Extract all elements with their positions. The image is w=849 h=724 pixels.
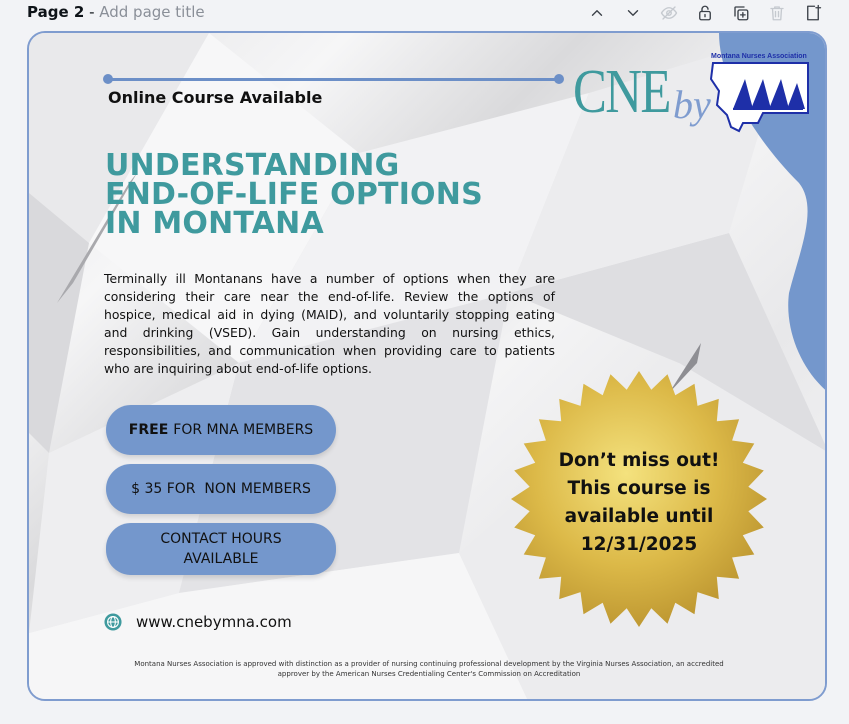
logo-by-text: by (673, 82, 711, 127)
accreditation-line-2: approver by the American Nurses Credentialing Center's Commission on Accreditation (277, 670, 581, 678)
website-url[interactable]: www.cnebymna.com (136, 613, 292, 631)
seal-line-1: Don’t miss out! (558, 450, 720, 471)
logo-cne-text: CNE (573, 58, 670, 126)
lock-page-button[interactable] (694, 2, 716, 24)
lock-icon (696, 4, 714, 22)
seal-line-4: 12/31/2025 (580, 534, 698, 555)
globe-icon (104, 613, 122, 631)
non-member-price-pill[interactable] (106, 464, 336, 514)
add-page-button[interactable] (802, 2, 824, 24)
accreditation-line-1: Montana Nurses Association is approved with distinction as a provider of nursing continuing professional development by the Virginia Nurses Association, an accredited (134, 660, 724, 668)
free-label: FREE (128, 422, 169, 438)
design-page[interactable] (27, 31, 827, 701)
add-page-icon (804, 4, 822, 22)
free-for-members-label: FOR MNA MEMBERS (173, 422, 314, 438)
eye-slash-icon (660, 4, 678, 22)
montana-state-mna-icon (703, 61, 813, 143)
seal-message (539, 447, 739, 559)
chevron-down-icon (624, 4, 642, 22)
rule-dot-left (103, 74, 113, 84)
trash-icon (768, 4, 786, 22)
course-description: Terminally ill Montanans have a number of options when they are considering their care near the end-of-life. Review the options of hospice, medical aid in dying (MAID), and voluntarily stopping eating and drinking (VSED). Gain understanding on nursing ethics, responsibilities, and communication when providing care to patients who are inquiring about end-of-life options. (104, 271, 555, 376)
seal-line-2: This course is (567, 478, 711, 499)
course-title-line-1: UNDERSTANDING (105, 148, 400, 183)
move-page-down-button[interactable] (622, 2, 644, 24)
page-title-separator: - (84, 3, 100, 21)
website (104, 613, 292, 631)
duplicate-icon (732, 4, 750, 22)
course-title (105, 148, 565, 241)
contact-hours-label-line-1: CONTACT HOURS (160, 531, 282, 547)
contact-hours-pill[interactable] (106, 523, 336, 575)
page-label (27, 3, 205, 21)
contact-hours-label-line-2: AVAILABLE (183, 551, 259, 567)
page-number: Page 2 (27, 3, 85, 21)
move-page-up-button[interactable] (586, 2, 608, 24)
hide-page-button[interactable] (658, 2, 680, 24)
accreditation-statement (99, 659, 759, 679)
logo-association-name: Montana Nurses Association (711, 53, 807, 60)
cne-by-mna-logo (573, 53, 813, 143)
free-for-members-pill[interactable] (106, 405, 336, 455)
page-title-input[interactable]: Add page title (99, 3, 205, 21)
rule-dot-right (554, 74, 564, 84)
delete-page-button[interactable] (766, 2, 788, 24)
chevron-up-icon (588, 4, 606, 22)
course-title-line-2: END-OF-LIFE OPTIONS (105, 177, 483, 212)
non-member-price-label: $ 35 FOR NON MEMBERS (131, 481, 311, 497)
duplicate-page-button[interactable] (730, 2, 752, 24)
course-availability-label: Online Course Available (108, 88, 323, 107)
header-rule (107, 78, 561, 81)
seal-line-3: available until (564, 506, 714, 527)
page-toolbar (0, 0, 849, 26)
course-title-line-3: IN MONTANA (105, 206, 324, 241)
